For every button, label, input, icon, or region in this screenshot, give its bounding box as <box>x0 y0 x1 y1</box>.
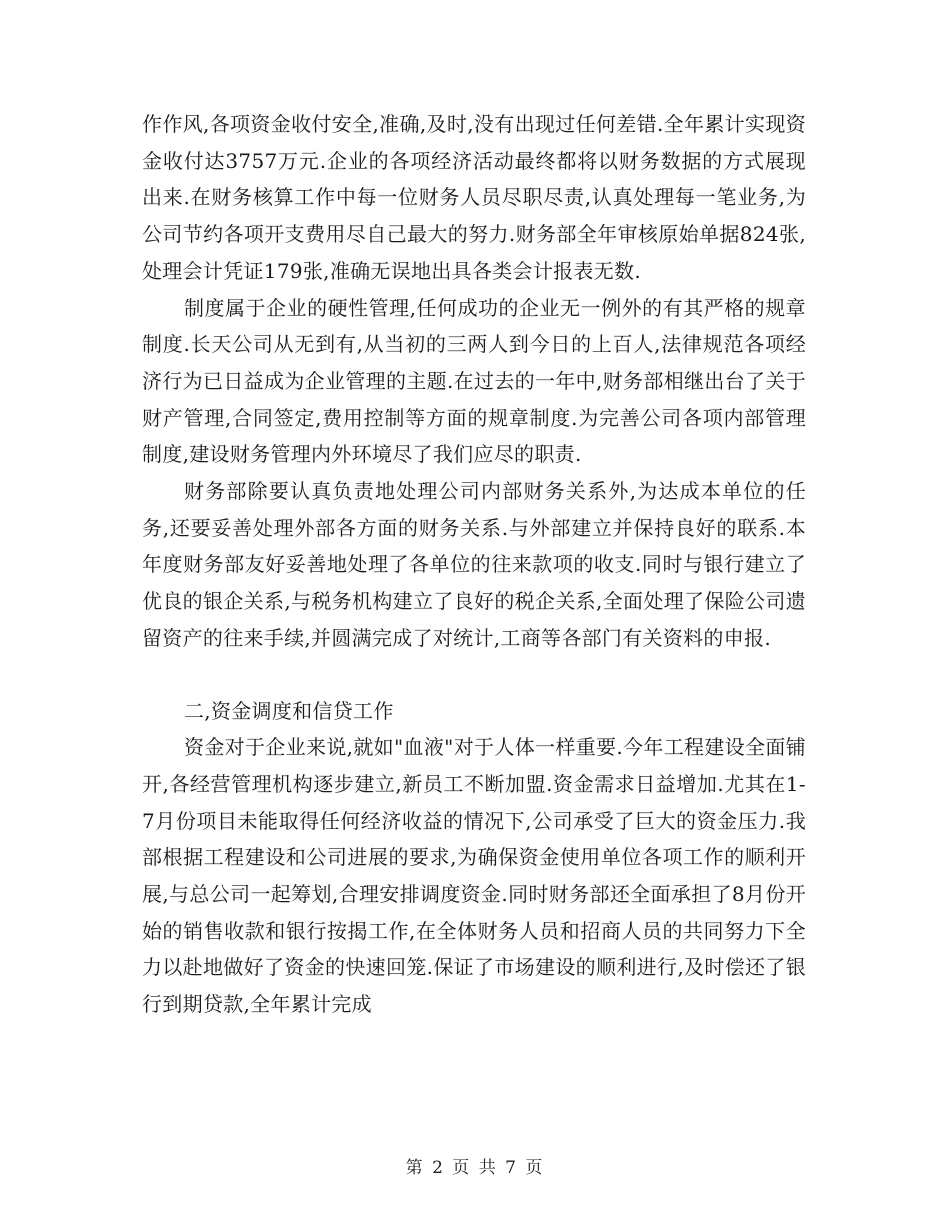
paragraph-external-relations: 财务部除要认真负责地处理公司内部财务关系外,为达成本单位的任务,还要妥善处理外部各方面的财务关系.与外部建立并保持良好的联系.本年度财务部友好妥善地处理了各单位的往来款项的收支.同时与银行建立了优良的银企关系,与税务机构建立了良好的税企关系,全面处理了保险公司遗留资产的往来手续,并圆满完成了对统计,工商等各部门有关资料的申报. <box>142 479 806 650</box>
paragraph-fund-payments: 作作风,各项资金收付安全,准确,及时,没有出现过任何差错.全年累计实现资金收付达3757万元.企业的各项经济活动最终都将以财务数据的方式展现出来.在财务核算工作中每一位财务人员尽职尽责,认真处理每一笔业务,为公司节约各项开支费用尽自己最大的努力.财务部全年审核原始单据824张,处理会计凭证179张,准确无误地出具各类会计报表无数. <box>142 112 806 283</box>
paragraph-fund-scheduling: 资金对于企业来说,就如"血液"对于人体一样重要.今年工程建设全面铺开,各经营管理机构逐步建立,新员工不断加盟.资金需求日益增加.尤其在1-7月份项目未能取得任何经济收益的情况下,公司承受了巨大的资金压力.我部根据工程建设和公司进展的要求,为确保资金使用单位各项工作的顺利开展,与总公司一起筹划,合理安排调度资金.同时财务部还全面承担了8月份开始的销售收款和银行按揭工作,在全体财务人员和招商人员的共同努力下全力以赴地做好了资金的快速回笼.保证了市场建设的顺利进行,及时偿还了银行到期贷款,全年累计完成 <box>142 735 806 1017</box>
document-body <box>142 106 806 1023</box>
page-number-footer: 第 2 页 共 7 页 <box>405 1158 545 1178</box>
section-gap <box>142 657 806 693</box>
section-heading: 二,资金调度和信贷工作 <box>184 698 394 723</box>
paragraph-regulations: 制度属于企业的硬性管理,任何成功的企业无一例外的有其严格的规章制度.长天公司从无到有,从当初的三两人到今日的上百人,法律规范各项经济行为已日益成为企业管理的主题.在过去的一年中,财务部相继出台了关于财产管理,合同签定,费用控制等方面的规章制度.为完善公司各项内部管理制度,建设财务管理内外环境尽了我们应尽的职责. <box>142 295 806 467</box>
